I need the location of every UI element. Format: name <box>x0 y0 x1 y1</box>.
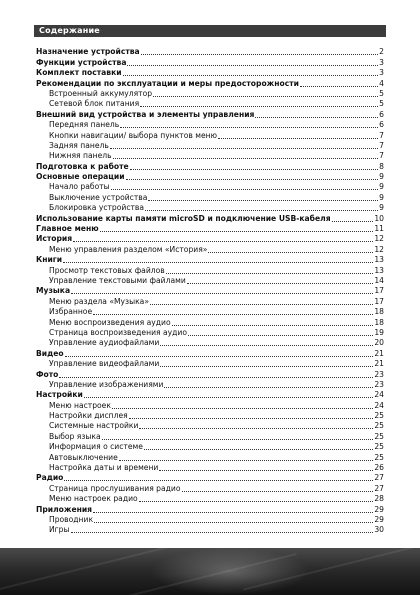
toc-dot-leader <box>93 314 373 315</box>
toc-entry-page-number: 25 <box>374 421 384 431</box>
toc-entry-page-number: 25 <box>374 431 384 441</box>
toc-dot-leader <box>126 179 379 180</box>
toc-dot-leader <box>187 283 374 284</box>
toc-dot-leader <box>182 491 374 492</box>
toc-entry-page-number: 26 <box>374 463 384 473</box>
toc-entry[interactable] <box>36 109 384 119</box>
toc-entry-title: Настройки <box>36 390 83 400</box>
toc-entry-page-number: 6 <box>379 120 384 130</box>
toc-entry-page-number: 18 <box>374 317 384 327</box>
toc-dot-leader <box>150 304 373 305</box>
toc-entry-title: Меню настроек радио <box>49 494 138 504</box>
toc-entry-title: Избранное <box>49 307 93 317</box>
toc-entry[interactable] <box>36 161 384 171</box>
toc-entry-title: Страница прослушивания радио <box>49 483 181 493</box>
toc-entry-page-number: 25 <box>374 411 384 421</box>
toc-entry-page-number: 24 <box>374 390 384 400</box>
toc-entry-page-number: 23 <box>374 379 384 389</box>
toc-entry-page-number: 17 <box>374 286 384 296</box>
toc-entry-page-number: 8 <box>379 161 384 171</box>
toc-dot-leader <box>188 335 373 336</box>
toc-entry-page-number: 25 <box>374 452 384 462</box>
toc-entry-page-number: 29 <box>374 504 384 514</box>
toc-entry-page-number: 13 <box>374 265 384 275</box>
toc-entry-title: Автовыключение <box>49 452 118 462</box>
toc-entry-title: Книги <box>36 255 63 265</box>
toc-entry[interactable] <box>36 57 384 67</box>
toc-entry[interactable] <box>36 47 384 57</box>
toc-entry-title: Встроенный аккумулятор <box>49 88 153 98</box>
toc-entry[interactable] <box>36 338 384 348</box>
toc-entry[interactable] <box>36 130 384 140</box>
toc-entry-page-number: 3 <box>379 57 384 67</box>
toc-dot-leader <box>65 356 374 357</box>
toc-entry-page-number: 9 <box>379 172 384 182</box>
toc-entry-title: Подготовка к работе <box>36 161 129 171</box>
toc-dot-leader <box>100 231 374 232</box>
toc-entry[interactable] <box>36 494 384 504</box>
toc-entry[interactable] <box>36 359 384 369</box>
toc-entry-title: Игры <box>49 525 70 535</box>
toc-entry-title: Главное меню <box>36 224 99 234</box>
toc-entry-page-number: 19 <box>374 327 384 337</box>
toc-entry-title: Меню раздела «Музыка» <box>49 296 149 306</box>
toc-entry[interactable] <box>36 89 384 99</box>
toc-entry[interactable] <box>36 172 384 182</box>
toc-entry-title: Передняя панель <box>49 120 120 130</box>
toc-entry-title: Фото <box>36 369 59 379</box>
toc-entry-title: Нижняя панель <box>49 151 112 161</box>
toc-entry[interactable] <box>36 244 384 254</box>
toc-entry[interactable] <box>36 328 384 338</box>
toc-dot-leader <box>300 86 378 87</box>
toc-entry-title: Системные настройки <box>49 421 139 431</box>
toc-dot-leader <box>73 241 373 242</box>
toc-entry[interactable] <box>36 99 384 109</box>
toc-entry-title: Внешний вид устройства и элементы управления <box>36 109 255 119</box>
toc-dot-leader <box>129 418 374 419</box>
toc-entry-page-number: 4 <box>379 78 384 88</box>
toc-dot-leader <box>64 480 373 481</box>
toc-dot-leader <box>144 449 373 450</box>
toc-entry-title: Начало работы <box>49 182 110 192</box>
toc-entry-page-number: 9 <box>379 192 384 202</box>
toc-entry-title: Меню настроек <box>49 400 111 410</box>
toc-entry-title: Функции устройства <box>36 57 127 67</box>
toc-entry[interactable] <box>36 203 384 213</box>
toc-entry-title: Настройки дисплея <box>49 411 128 421</box>
toc-entry[interactable] <box>36 276 384 286</box>
toc-entry[interactable] <box>36 483 384 493</box>
toc-dot-leader <box>93 512 373 513</box>
toc-entry-page-number: 27 <box>374 473 384 483</box>
toc-entry-title: Основные операции <box>36 172 125 182</box>
toc-entry[interactable] <box>36 380 384 390</box>
toc-dot-leader <box>139 501 374 502</box>
toc-entry[interactable] <box>36 411 384 421</box>
toc-dot-leader <box>148 200 378 201</box>
contents-heading: Содержание <box>34 25 386 37</box>
toc-entry[interactable] <box>36 255 384 265</box>
toc-entry-title: Задняя панель <box>49 140 109 150</box>
toc-entry-title: Кнопки навигации/ выбора пунктов меню <box>49 130 218 140</box>
toc-entry-title: Страница воспроизведения аудио <box>49 327 187 337</box>
toc-dot-leader <box>84 397 373 398</box>
toc-entry-page-number: 11 <box>374 224 384 234</box>
toc-entry[interactable] <box>36 182 384 192</box>
toc-entry-title: Информация о системе <box>49 442 143 452</box>
toc-dot-leader <box>59 377 373 378</box>
toc-entry-page-number: 2 <box>379 47 384 57</box>
toc-entry[interactable] <box>36 120 384 130</box>
toc-entry[interactable] <box>36 504 384 514</box>
toc-entry[interactable] <box>36 307 384 317</box>
toc-entry-page-number: 13 <box>374 255 384 265</box>
toc-dot-leader <box>71 293 373 294</box>
toc-entry-title: Меню управления разделом «История» <box>49 244 208 254</box>
toc-entry-title: Комплект поставки <box>36 68 122 78</box>
toc-entry[interactable] <box>36 317 384 327</box>
toc-entry-title: Использование карты памяти microSD и подключение USB-кабеля <box>36 213 331 223</box>
toc-dot-leader <box>113 158 379 159</box>
toc-dot-leader <box>141 54 379 55</box>
toc-entry-page-number: 23 <box>374 369 384 379</box>
toc-entry-title: Видео <box>36 348 64 358</box>
toc-entry-page-number: 12 <box>374 234 384 244</box>
toc-dot-leader <box>110 148 378 149</box>
toc-entry-title: Управление текстовыми файлами <box>49 275 186 285</box>
toc-entry[interactable] <box>36 224 384 234</box>
toc-entry-title: Блокировка устройства <box>49 203 145 213</box>
toc-dot-leader <box>140 106 378 107</box>
toc-entry-page-number: 7 <box>379 140 384 150</box>
toc-entry-title: Управление видеофайлами <box>49 359 160 369</box>
toc-entry-page-number: 10 <box>374 213 384 223</box>
toc-entry-page-number: 21 <box>374 348 384 358</box>
toc-entry[interactable] <box>36 348 384 358</box>
toc-dot-leader <box>119 460 374 461</box>
toc-dot-leader <box>112 408 373 409</box>
toc-entry-page-number: 14 <box>374 275 384 285</box>
toc-entry-title: Радио <box>36 473 64 483</box>
toc-entry[interactable] <box>36 78 384 88</box>
toc-entry-page-number: 30 <box>374 525 384 535</box>
toc-entry[interactable] <box>36 68 384 78</box>
toc-entry-title: Просмотр текстовых файлов <box>49 265 165 275</box>
toc-dot-leader <box>94 522 373 523</box>
toc-dot-leader <box>63 262 373 263</box>
table-of-contents <box>36 47 384 535</box>
toc-dot-leader <box>127 65 378 66</box>
toc-dot-leader <box>139 428 373 429</box>
toc-entry-page-number: 17 <box>374 296 384 306</box>
toc-entry-title: Сетевой блок питания <box>49 99 140 109</box>
toc-entry[interactable] <box>36 452 384 462</box>
toc-entry-page-number: 25 <box>374 442 384 452</box>
toc-dot-leader <box>130 169 378 170</box>
toc-dot-leader <box>164 387 373 388</box>
toc-dot-leader <box>120 127 378 128</box>
toc-entry[interactable] <box>36 286 384 296</box>
toc-entry[interactable] <box>36 442 384 452</box>
toc-dot-leader <box>160 366 373 367</box>
toc-entry[interactable] <box>36 473 384 483</box>
toc-dot-leader <box>123 75 379 76</box>
toc-entry-page-number: 9 <box>379 182 384 192</box>
toc-entry-title: Рекомендации по эксплуатации и меры предосторожности <box>36 78 299 88</box>
toc-entry-page-number: 21 <box>374 359 384 369</box>
toc-entry-title: Назначение устройства <box>36 47 140 57</box>
toc-entry-title: Выбор языка <box>49 431 101 441</box>
toc-entry-page-number: 9 <box>379 203 384 213</box>
toc-dot-leader <box>166 273 374 274</box>
toc-entry-page-number: 24 <box>374 400 384 410</box>
toc-entry[interactable] <box>36 525 384 535</box>
toc-entry-title: Музыка <box>36 286 71 296</box>
footer-decorative-banner <box>0 548 420 595</box>
toc-entry-title: Выключение устройства <box>49 192 148 202</box>
toc-entry-title: Приложения <box>36 504 93 514</box>
toc-entry[interactable] <box>36 265 384 275</box>
toc-entry[interactable] <box>36 192 384 202</box>
toc-entry-page-number: 12 <box>374 244 384 254</box>
toc-entry-page-number: 7 <box>379 151 384 161</box>
toc-dot-leader <box>159 470 373 471</box>
toc-entry[interactable] <box>36 234 384 244</box>
toc-entry[interactable] <box>36 400 384 410</box>
toc-dot-leader <box>71 532 374 533</box>
toc-entry-title: Управление аудиофайлами <box>49 338 160 348</box>
toc-entry-page-number: 7 <box>379 130 384 140</box>
toc-entry-title: Меню воспроизведения аудио <box>49 317 171 327</box>
toc-entry[interactable] <box>36 390 384 400</box>
toc-entry-title: Управление изображениями <box>49 379 164 389</box>
toc-entry[interactable] <box>36 421 384 431</box>
toc-entry-page-number: 27 <box>374 483 384 493</box>
toc-entry-page-number: 28 <box>374 494 384 504</box>
toc-entry-page-number: 5 <box>379 88 384 98</box>
toc-dot-leader <box>208 252 373 253</box>
toc-entry-page-number: 5 <box>379 99 384 109</box>
toc-entry[interactable] <box>36 369 384 379</box>
toc-dot-leader <box>172 325 374 326</box>
toc-dot-leader <box>145 210 378 211</box>
toc-entry-title: Настройка даты и времени <box>49 463 159 473</box>
toc-entry[interactable] <box>36 431 384 441</box>
toc-entry[interactable] <box>36 515 384 525</box>
toc-entry-page-number: 29 <box>374 514 384 524</box>
toc-dot-leader <box>218 138 378 139</box>
toc-entry[interactable] <box>36 141 384 151</box>
toc-entry[interactable] <box>36 151 384 161</box>
toc-entry-title: История <box>36 234 73 244</box>
toc-entry-page-number: 18 <box>374 307 384 317</box>
toc-dot-leader <box>160 345 373 346</box>
toc-dot-leader <box>111 189 379 190</box>
toc-dot-leader <box>102 439 374 440</box>
toc-entry-title: Проводник <box>49 514 94 524</box>
toc-entry[interactable] <box>36 296 384 306</box>
toc-entry[interactable] <box>36 463 384 473</box>
toc-dot-leader <box>255 117 378 118</box>
toc-dot-leader <box>153 96 378 97</box>
toc-entry-page-number: 6 <box>379 109 384 119</box>
toc-dot-leader <box>332 221 374 222</box>
toc-entry-page-number: 20 <box>374 338 384 348</box>
toc-entry[interactable] <box>36 213 384 223</box>
toc-entry-page-number: 3 <box>379 68 384 78</box>
